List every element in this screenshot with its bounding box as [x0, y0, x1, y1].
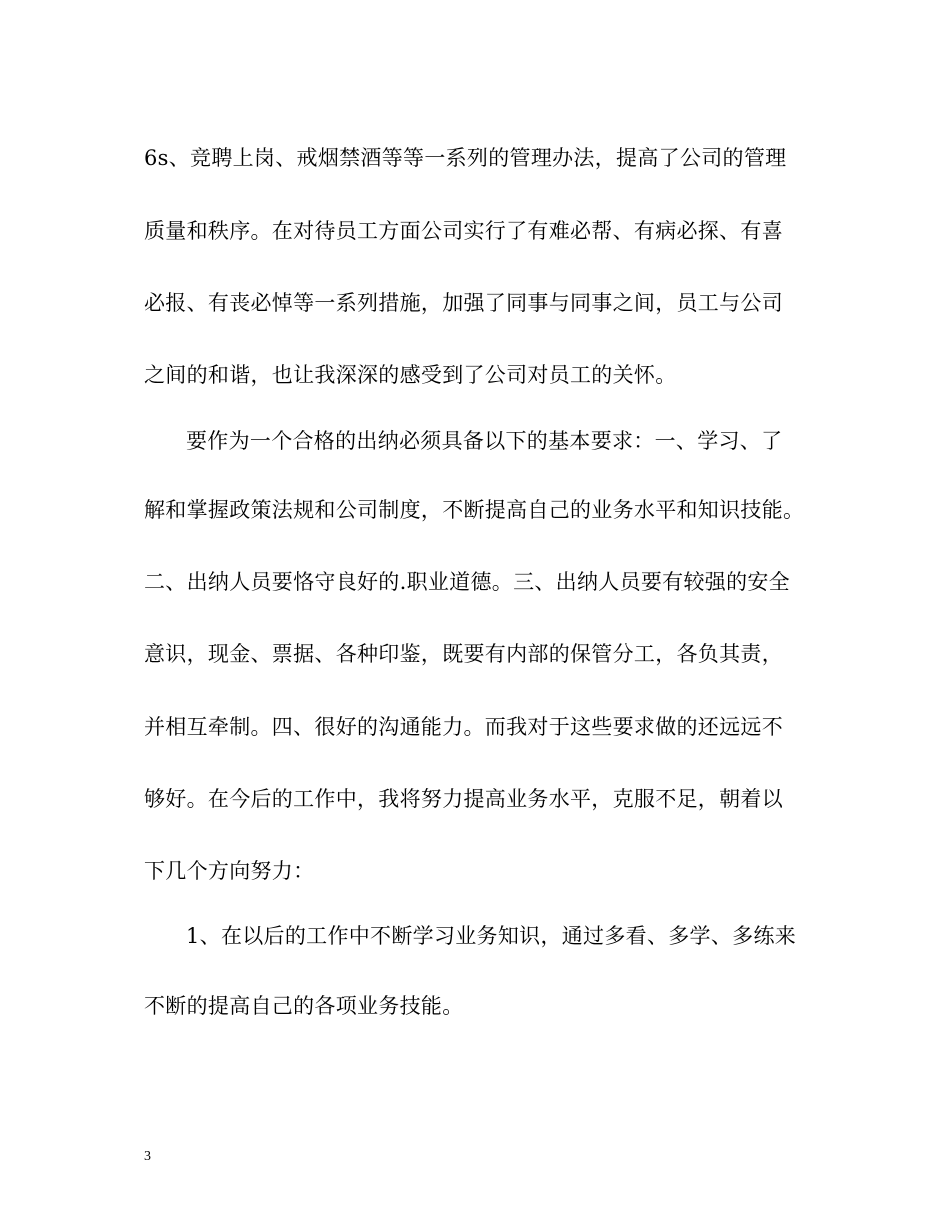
- page-number: 3: [144, 1149, 151, 1164]
- paragraph-first-line: 要作为一个合格的出纳必须具备以下的基本要求：一、学习、了: [186, 429, 783, 453]
- text-line: 意识，现金、票据、各种印鉴，既要有内部的保管分工，各负其责，: [144, 642, 783, 666]
- text-line: 二、出纳人员要恪守良好的.职业道德。三、出纳人员要有较强的安全: [144, 570, 790, 594]
- text-line: 解和掌握政策法规和公司制度，不断提高自己的业务水平和知识技能。: [144, 498, 805, 522]
- text-line: 并相互牵制。四、很好的沟通能力。而我对于这些要求做的还远远不: [144, 715, 783, 739]
- paragraph-first-line: 1、在以后的工作中不断学习业务知识，通过多看、多学、多练来: [186, 924, 797, 948]
- text-line: 必报、有丧必悼等一系列措施，加强了同事与同事之间，员工与公司: [144, 291, 783, 315]
- text-line: 之间的和谐，也让我深深的感受到了公司对员工的关怀。: [144, 363, 677, 387]
- text-line: 下几个方向努力：: [144, 859, 315, 883]
- text-line: 不断的提高自己的各项业务技能。: [144, 994, 464, 1018]
- text-line: 质量和秩序。在对待员工方面公司实行了有难必帮、有病必探、有喜: [144, 219, 783, 243]
- text-line: 6s、竞聘上岗、戒烟禁酒等等一系列的管理办法，提高了公司的管理: [144, 146, 787, 170]
- text-line: 够好。在今后的工作中，我将努力提高业务水平，克服不足，朝着以: [144, 787, 783, 811]
